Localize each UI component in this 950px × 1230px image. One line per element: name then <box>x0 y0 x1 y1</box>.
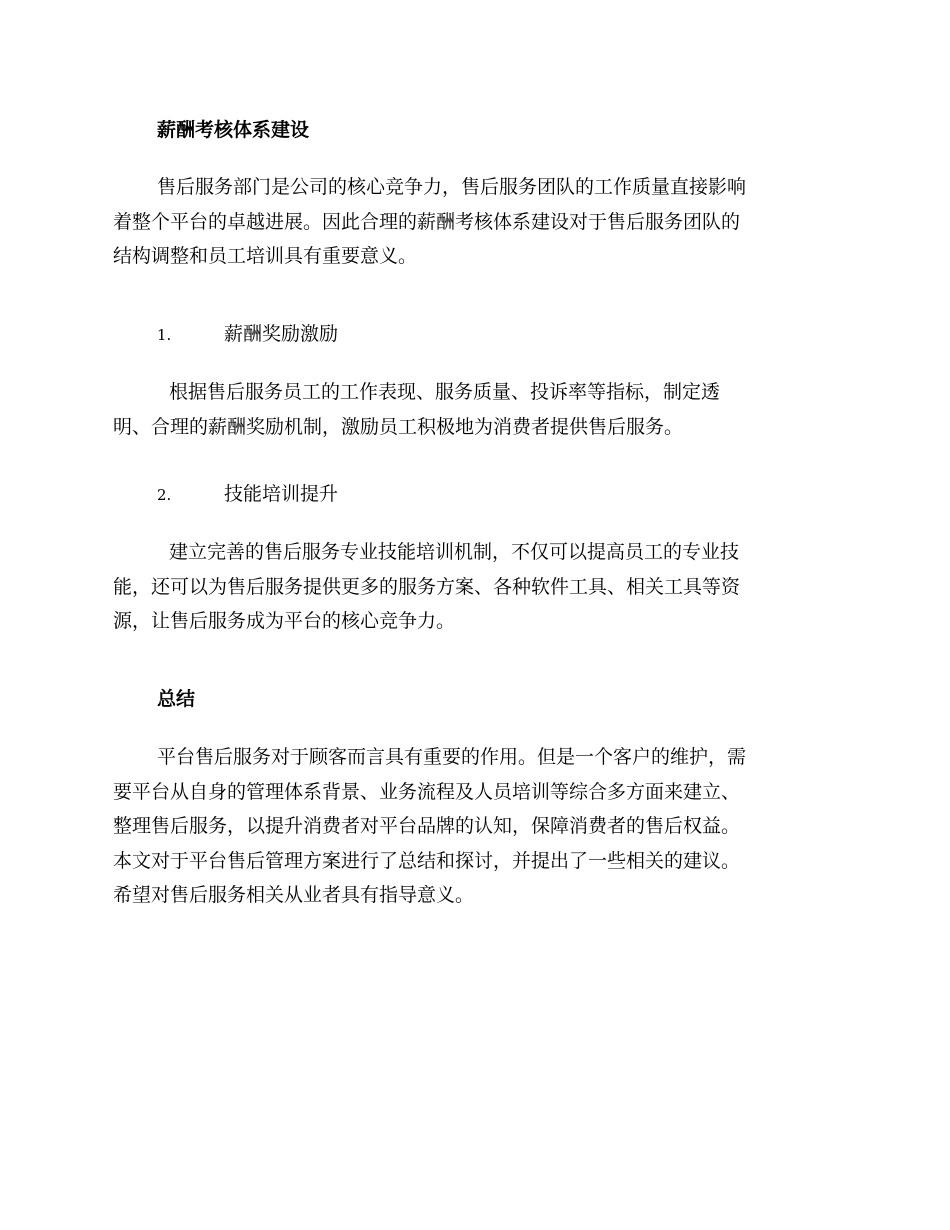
list-item-1-heading <box>157 321 338 348</box>
paragraph-line: 平台售后服务对于顾客而言具有重要的作用。但是一个客户的维护，需 <box>157 746 747 768</box>
list-item-2-heading <box>157 481 338 508</box>
list-item-title: 薪酬奖励激励 <box>224 323 339 345</box>
section-heading-salary-system: 薪酬考核体系建设 <box>157 119 310 141</box>
paragraph-line: 着整个平台的卓越进展。因此合理的薪酬考核体系建设对于售后服务团队的 <box>113 210 741 233</box>
section-heading-summary: 总结 <box>157 688 196 710</box>
paragraph-line: 能，还可以为售后服务提供更多的服务方案、各种软件工具、相关工具等资 <box>113 575 741 598</box>
paragraph-line: 希望对售后服务相关从业者具有指导意义。 <box>113 884 475 906</box>
list-item-2-body <box>113 535 838 639</box>
list-item-title: 技能培训提升 <box>224 483 339 505</box>
list-number: 2. <box>157 486 172 504</box>
intro-paragraph <box>113 170 838 274</box>
list-item-1-body <box>113 375 838 444</box>
paragraph-line: 结构调整和员工培训具有重要意义。 <box>113 245 418 267</box>
paragraph-line: 根据售后服务员工的工作表现、服务质量、投诉率等指标，制定透 <box>169 381 721 403</box>
list-number: 1. <box>157 326 172 344</box>
paragraph-line: 要平台从自身的管理体系背景、业务流程及人员培训等综合多方面来建立、 <box>113 780 741 803</box>
paragraph-line: 明、合理的薪酬奖励机制，激励员工积极地为消费者提供售后服务。 <box>113 415 684 438</box>
paragraph-line: 源，让售后服务成为平台的核心竞争力。 <box>113 610 456 632</box>
paragraph-line: 整理售后服务，以提升消费者对平台品牌的认知，保障消费者的售后权益。 <box>113 815 741 837</box>
summary-paragraph <box>113 740 838 913</box>
paragraph-line: 售后服务部门是公司的核心竞争力，售后服务团队的工作质量直接影响 <box>157 176 747 198</box>
paragraph-line: 本文对于平台售后管理方案进行了总结和探讨，并提出了一些相关的建议。 <box>113 849 741 872</box>
paragraph-line: 建立完善的售后服务专业技能培训机制，不仅可以提高员工的专业技 <box>169 541 740 563</box>
